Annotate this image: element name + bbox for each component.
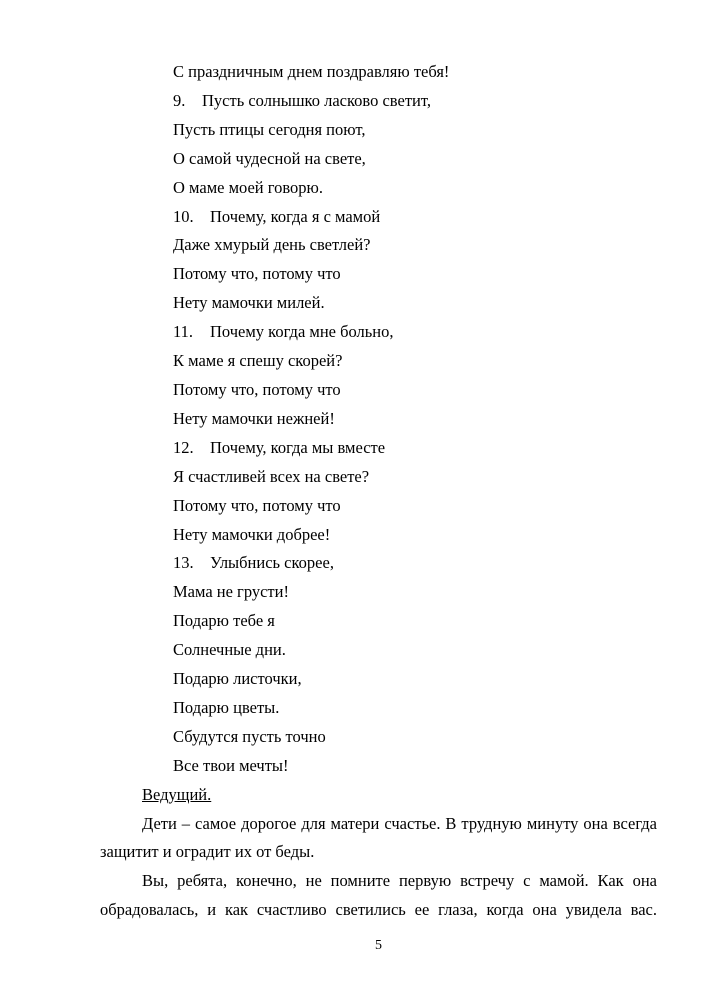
text-line (100, 636, 657, 665)
list-number: 9. (173, 90, 186, 110)
text-line (100, 578, 657, 607)
text-line (100, 347, 657, 376)
text-line (100, 58, 657, 87)
line-text: Мама не грусти! (173, 582, 289, 602)
line-text: С праздничным днем поздравляю тебя! (173, 62, 450, 81)
text-line (100, 723, 657, 752)
list-number: 10. (173, 206, 194, 226)
text-line (100, 521, 657, 550)
line-text: Потому что, потому что (173, 495, 341, 515)
text-line (100, 260, 657, 289)
document-text (100, 58, 657, 925)
line-text: О маме моей говорю. (173, 177, 323, 197)
list-number: 13. (173, 553, 194, 573)
line-text: Подарю листочки, (173, 669, 302, 689)
text-line (100, 607, 657, 636)
text-line (100, 116, 657, 145)
line-text: Потому что, потому что (173, 264, 341, 284)
line-text: Нету мамочки добрее! (173, 524, 331, 544)
line-text: О самой чудесной на свете, (173, 148, 366, 168)
text-line (100, 838, 657, 867)
numbered-verse-line (100, 434, 657, 463)
text-line (100, 492, 657, 521)
line-text: Нету мамочки нежней! (173, 408, 335, 428)
line-text: Почему, когда мы вместе (210, 437, 386, 457)
page-number: 5 (375, 938, 382, 953)
text-line (100, 896, 657, 925)
text-line (100, 376, 657, 405)
text-line (100, 665, 657, 694)
line-text: Я счастливей всех на свете? (173, 466, 370, 486)
line-text: Даже хмурый день светлей? (173, 235, 371, 255)
text-line (100, 694, 657, 723)
line-text: Почему когда мне больно, (210, 322, 394, 342)
text-line (100, 463, 657, 492)
line-text: защитит и оградит их от беды. (100, 842, 315, 862)
list-number: 12. (173, 437, 194, 457)
line-text: Дети – самое дорогое для матери счастье. В трудную минуту она всегда (142, 813, 657, 833)
section-heading (100, 781, 657, 810)
text-line (100, 867, 657, 896)
line-text: К маме я спешу скорей? (173, 351, 343, 371)
numbered-verse-line (100, 549, 657, 578)
text-line (100, 752, 657, 781)
line-text: обрадовалась, и как счастливо светились ее глаза, когда она увидела вас. (100, 900, 657, 920)
line-text: Подарю тебе я (173, 611, 275, 631)
numbered-verse-line (100, 87, 657, 116)
line-text: Пусть солнышко ласково светит, (202, 90, 431, 110)
text-line (100, 289, 657, 318)
text-line (100, 810, 657, 839)
line-text: Солнечные дни. (173, 640, 286, 660)
line-text: Сбудутся пусть точно (173, 726, 326, 746)
line-text: Пусть птицы сегодня поют, (173, 119, 366, 139)
text-line (100, 405, 657, 434)
line-text: Подарю цветы. (173, 697, 280, 717)
line-text: Ведущий. (142, 784, 212, 804)
line-text: Все твои мечты! (173, 755, 289, 775)
list-number: 11. (173, 322, 194, 342)
numbered-verse-line (100, 203, 657, 232)
line-text: Потому что, потому что (173, 379, 341, 399)
line-text: Улыбнись скорее, (210, 553, 334, 573)
line-text: Нету мамочки милей. (173, 293, 325, 313)
numbered-verse-line (100, 318, 657, 347)
text-line (100, 145, 657, 174)
line-text: Почему, когда я с мамой (210, 206, 381, 226)
text-line (100, 174, 657, 203)
text-line (100, 231, 657, 260)
line-text: Вы, ребята, конечно, не помните первую встречу с мамой. Как она (142, 871, 657, 891)
